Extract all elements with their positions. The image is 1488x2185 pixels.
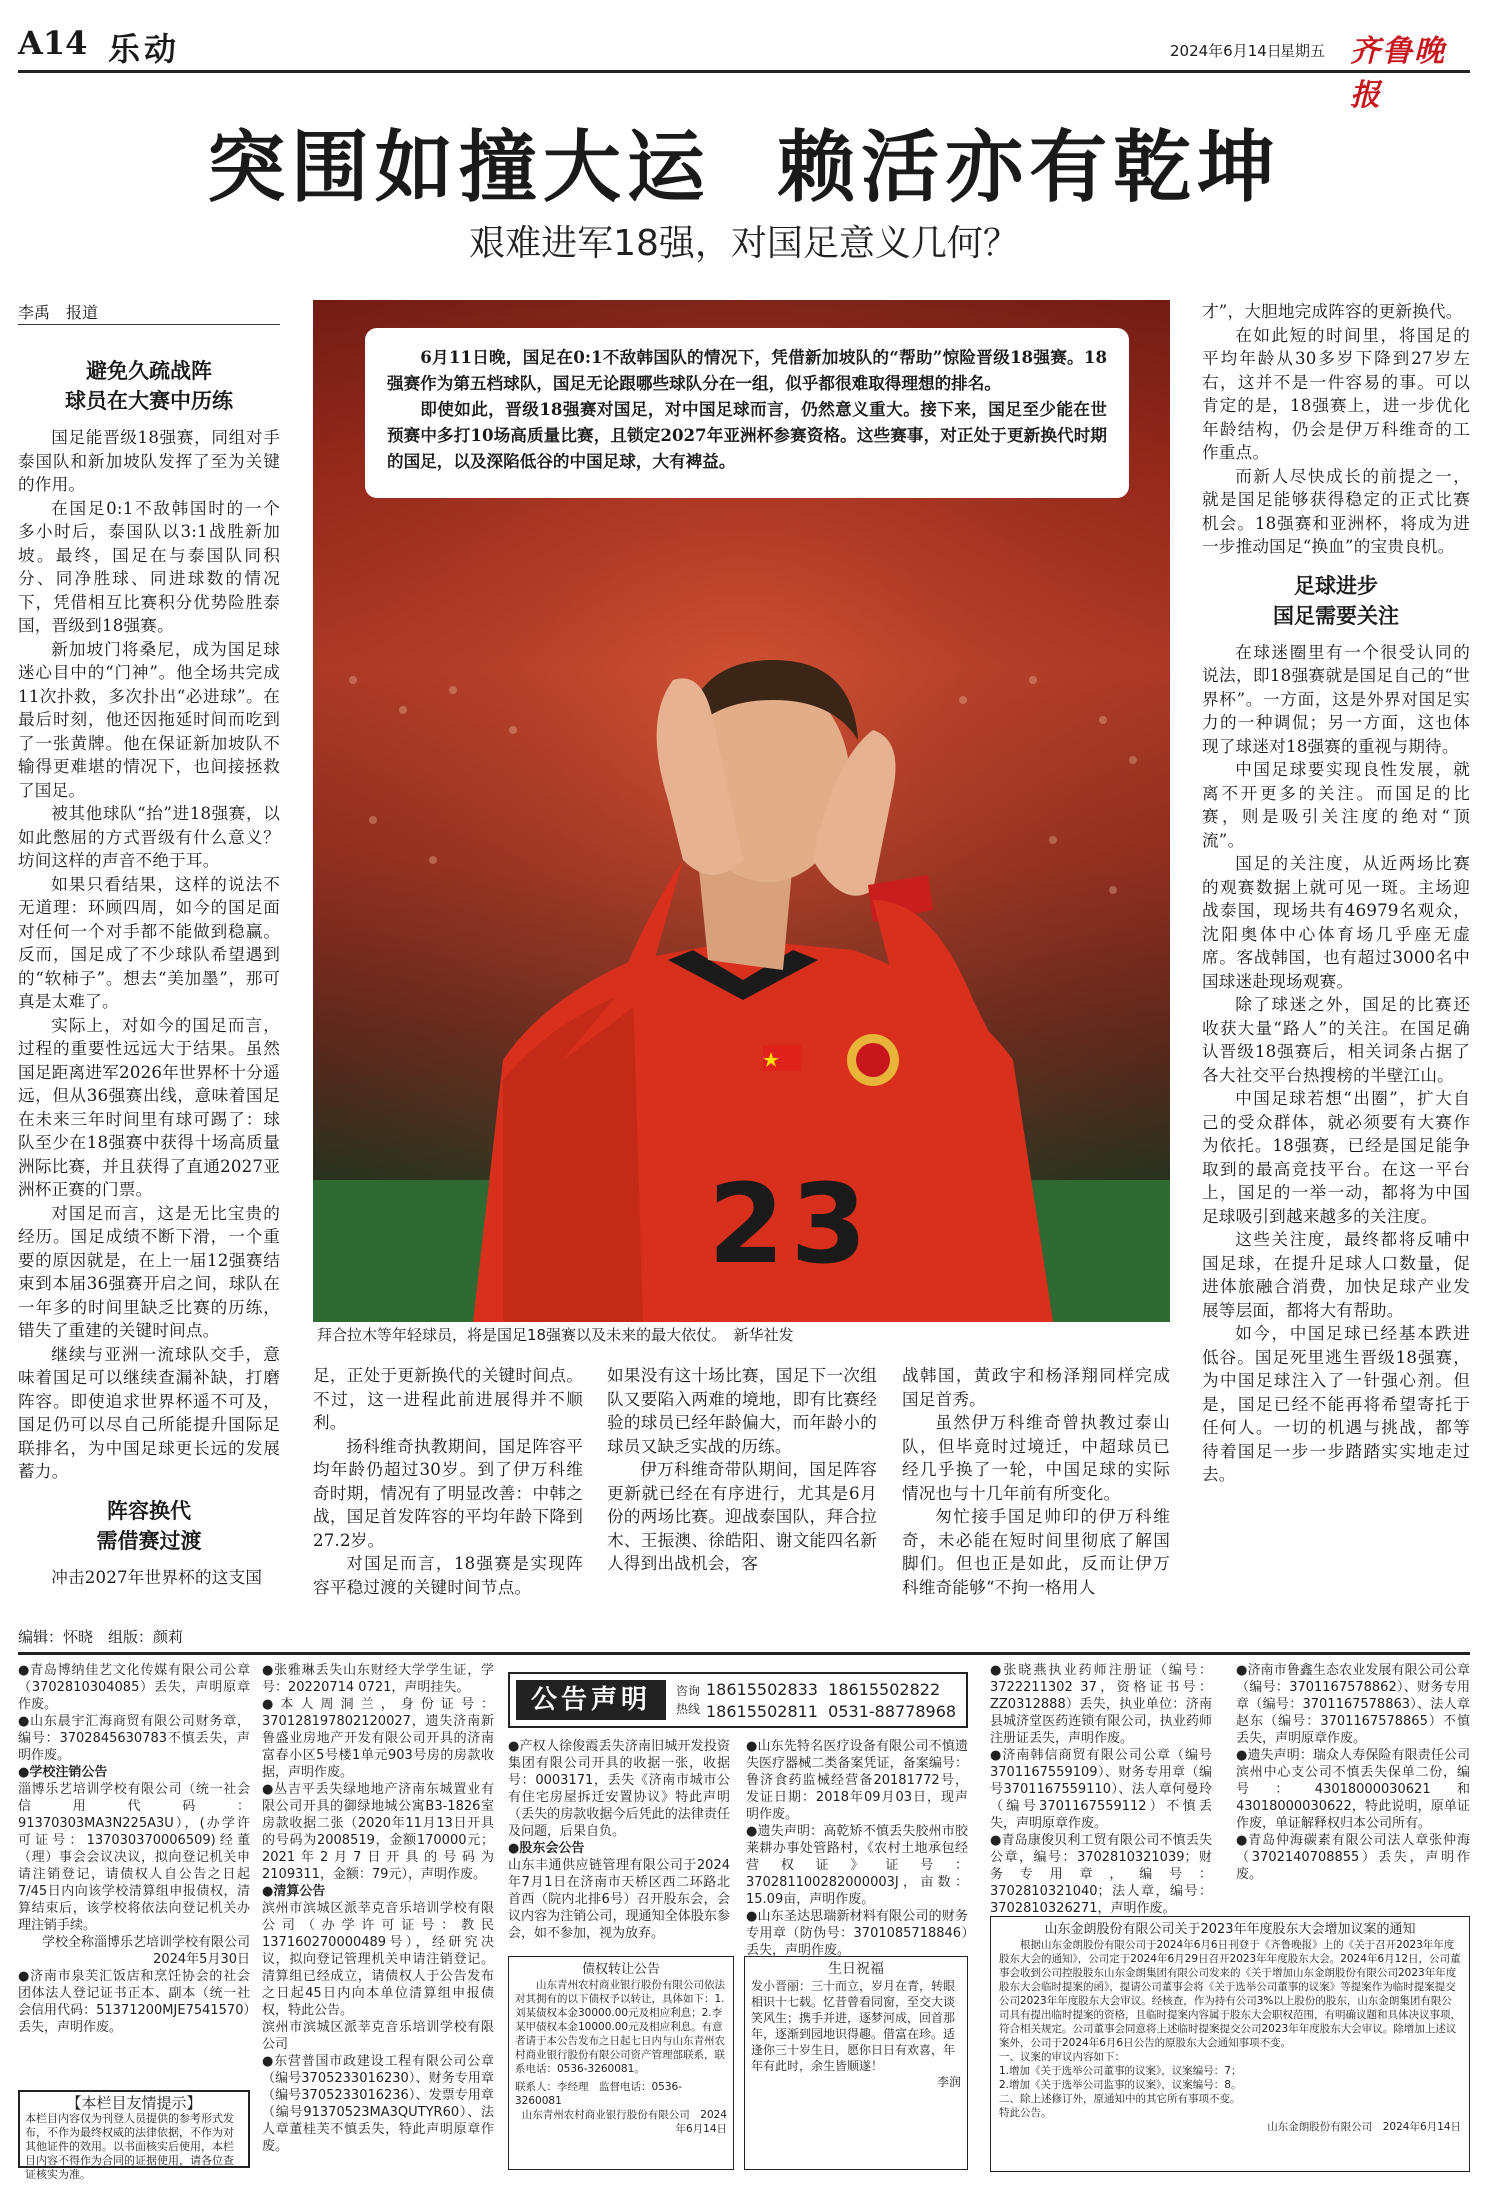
bank-notice-sign: 山东青州农村商业银行股份有限公司 2024年6月14日 <box>521 2109 727 2135</box>
meeting-notice-item: 一、议案的审议内容如下： <box>999 2051 1125 2063</box>
photo-caption: 拜合拉木等年轻球员，将是国足18强赛以及未来的最大依仗。 新华社发 <box>313 1322 1170 1348</box>
hotline-number: 18615502833 18615502822 <box>706 1680 941 1699</box>
meeting-notice-box <box>990 1916 1470 2172</box>
editor-credit: 编辑：怀晓 组版：颜莉 <box>18 1628 184 1646</box>
article-paragraph: 除了球迷之外，国足的比赛还收获大量“路人”的关注。在国足确认晋级18强赛后，相关词条占据了各大社交平台热搜榜的半壁江山。 <box>1202 995 1470 1085</box>
announcement-label: 公告声明 <box>516 1680 666 1720</box>
article-paragraph: 国足能晋级18强赛，同组对手泰国队和新加坡队发挥了至为关键的作用。 <box>18 428 280 494</box>
subheadline: 艰难进军18强，对国足意义几何？ <box>469 223 1019 264</box>
notice-item: ●山东先特名医疗设备有限公司不慎遗失医疗器械二类备案凭证，备案编号：鲁济食药监械经营备20181772号，发证日期：2018年09月03日，现声明作废。 <box>746 1739 968 1822</box>
article-column-4 <box>902 1364 1170 1600</box>
birthday-text: 发小晋丽：三十而立，岁月在青，转眼相识十七载。忆昔曾看同窗，至交大谈笑风生；携手并进，逐梦河成，回首那年，逐渐到园地识得趣。借富在珍。适逢你三十岁生日，愿你日日有欢喜，年年有此时，余生皆顺遂！ <box>751 1979 956 2073</box>
byline: 李禹 报道 <box>18 303 99 322</box>
notice-item: ●产权人徐俊霞丢失济南旧城开发投资集团有限公司开具的收据一张，收据号：0003171，丢失《济南市城市公有住宅房屋拆迁安置协议》特此声明（丢失的房款收据今后凭此的法律责任及问题，后果自负。 <box>508 1739 730 1839</box>
notice-item: ●张晓燕执业药师注册证（编号：3722211302 37，资格证书号：ZZ0312888）丢失，执业单位：济南县城济堂医药连锁有限公司，执业药师注册证丢失，声明作废。 <box>990 1663 1212 1746</box>
page-number: A14 <box>18 24 88 62</box>
article-paragraph: 伊万科维奇带队期间，国足阵容更新就已经在有序进行，尤其是6月份的两场比赛。迎战泰国队，拜合拉木、王振澳、徐皓阳、谢文能四名新人得到出战机会，客 <box>607 1460 877 1573</box>
notice-column-1 <box>18 1662 250 2082</box>
notice-item: ●东营普国市政建设工程有限公司公章（编号3705233016230）、财务专用章（编号3705233016236）、发票专用章（编号91370523MA3QUTYR60）、法人章董桂芙不慎丢失，特此声明原章作废。 <box>262 2054 494 2154</box>
article-paragraph: 继续与亚洲一流球队交手，意味着国足可以继续查漏补缺，打磨阵容。即使追求世界杯遥不可及，国足仍可以尽自己所能提升国际足联排名，为中国足球更长远的发展蓄力。 <box>18 1344 280 1481</box>
meeting-notice-title: 山东金朗股份有限公司关于2023年年度股东大会增加议案的通知 <box>1044 1922 1416 1937</box>
notice-item: ●本人周洞兰，身份证号：370128197802120027，遗失济南新鲁盛业房地产开发有限公司开具的济南富春小区5号楼1单元903号房的房款收据，声明作废。 <box>262 1697 494 1780</box>
article-column-2 <box>313 1364 583 1600</box>
birthday-title: 生日祝福 <box>828 1961 884 1977</box>
notice-item: ●济南韩信商贸有限公司公章（编号3701167559109）、财务专用章（编号3701167559110）、法人章何曼玲（编号3701167559112）不慎丢失，声明原章作废。 <box>990 1748 1212 1831</box>
article-column-1 <box>18 356 280 1596</box>
notice-item: ●济南市鲁鑫生态农业发展有限公司公章（编号：3701167578862）、财务专用章（编号：3701167578863）、法人章赵东（编号：3701167578865）不慎丢失，声明原章作废。 <box>1236 1663 1470 1746</box>
paper-logo: 齐鲁晚报 <box>1350 34 1446 113</box>
birthday-box <box>744 1956 968 2170</box>
meeting-notice-item: 2.增加《关于选举公司监事的议案》，议案编号：8。 <box>999 2079 1242 2091</box>
article-paragraph: 对国足而言，18强赛是实现阵容平稳过渡的关键时间节点。 <box>313 1554 583 1597</box>
section-heading: 避免久疏战阵 球员在大赛中历练 <box>65 359 233 413</box>
byline-rule <box>18 324 280 325</box>
article-paragraph: 战韩国，黄政宇和杨泽翔同样完成国足首秀。 <box>902 1366 1170 1409</box>
issue-date: 2024年6月14日 <box>1170 42 1282 60</box>
notice-item: ●山东晨宇汇海商贸有限公司财务章，编号：3702845630783不慎丢失，声明作废。 <box>18 1714 250 1763</box>
notice-item: 滨州市滨城区派莘克音乐培训学校有限公司（办学许可证号：教民137160270000489号），经研究决议，拟向登记管理机关申请注销登记。清算组已经成立，请债权人于公告发布之日起45日内向本单位清算组申报债权，特此公告。 <box>262 1901 494 2018</box>
bank-notice-contact: 联系人：李经理 监督电话：0536-3260081 <box>515 2081 683 2107</box>
article-paragraph: 新加坡门将桑尼，成为国足球迷心目中的“门神”。他全场共完成11次扑救，多次扑出“必进球”。在最后时刻，他还因拖延时间而吃到了一张黄牌。他在保证新加坡队不输得更难堪的情况下，也间接拯救了国足。 <box>18 639 280 800</box>
intro-paragraph: 即使如此，晋级18强赛对国足，对中国足球而言，仍然意义重大。接下来，国足至少能在世预赛中多打10场高质量比赛，且锁定2027年亚洲杯参赛资格。这些赛事，对正处于更新换代时期的国足，以及深陷低谷的中国足球，大有裨益。 <box>387 399 1107 471</box>
meeting-notice-sign: 山东金朗股份有限公司 2024年6月14日 <box>1267 2121 1461 2133</box>
bank-notice-title: 债权转让公告 <box>581 1962 660 1977</box>
bank-notice-text: 山东青州农村商业银行股份有限公司依法对其拥有的以下债权予以转让，具体如下：1.刘某债权本金30000.00元及相应利息；2.李某甲债权本金10000.00元及相应利息。有意者请于本公告发布之日起七日内与山东青州农村商业银行股份有限公司资产管理部联系，联系电话：0536-3260081。 <box>515 1979 725 2075</box>
article-paragraph: 在国足0:1不敌韩国时的一个多小时后，泰国队以3:1战胜新加坡。最终，国足在与泰国队同积分、同净胜球、同进球数的情况下，凭借相互比赛积分优势险胜泰国，晋级到18强赛。 <box>18 498 280 635</box>
notice-item: ●青岛仲海碳素有限公司法人章张仲海（3702140708855）丢失，声明作废。 <box>1236 1833 1470 1882</box>
notice-column-6 <box>1236 1662 1470 1912</box>
article-paragraph: 实际上，对如今的国足而言，过程的重要性远远大于结果。虽然国足距离进军2026年世界杯十分遥远，但从36强赛出线，意味着国足在未来三年时间里有球可踢了：球队至少在18强赛中获得十场高质量洲际比赛，并且获得了直通2027亚洲杯正赛的门票。 <box>18 1015 280 1199</box>
notice-title: ●清算公告 <box>262 1884 326 1899</box>
weekday: 星期五 <box>1280 42 1326 60</box>
article-paragraph: 在如此短的时间里，将国足的平均年龄从30多岁下降到27岁左右，这并不是一件容易的事。可以肯定的是，18强赛上，进一步优化年龄结构，仍会是伊万科维奇的工作重点。 <box>1202 325 1470 462</box>
article-paragraph: 中国足球若想“出圈”，扩大自己的受众群体，就必须要有大赛作为依托。18强赛，已经是国足能争取到的最高竞技平台。在这一平台上，国足的一举一动，都将为中国足球吸引到越来越多的关注度。 <box>1202 1089 1470 1226</box>
notice-item: ●遗失声明：高乾矫不慎丢失胶州市胶莱耕办事处管路村，《农村土地承包经营权证》证号：370281100282000003J，亩数：15.09亩，声明作废。 <box>746 1824 968 1907</box>
notice-item: 学校全称淄博乐艺培训学校有限公司 <box>41 1935 250 1950</box>
intro-paragraph: 6月11日晚，国足在0:1不敌韩国队的情况下，凭借新加坡队的“帮助”惊险晋级18强赛。18强赛作为第五档球队，国足无论跟哪些球队分在一组，似乎都很难取得理想的排名。 <box>387 347 1107 393</box>
hotline-number: 18615502811 0531-88778968 <box>706 1702 957 1721</box>
friendly-tip-text: 本栏目内容仅为刊登人员提供的参考形式发布，不作为最终权威的法律依据，不作为对其他证件的效用。以书面核实后使用，本栏目内容不得作为合同的证据使用，请各位查证核实为准。 <box>25 2112 234 2181</box>
notice-item: ●青岛博纳佳艺文化传媒有限公司公章（3702810304085）丢失，声明原章作废。 <box>18 1663 250 1712</box>
meeting-notice-item: 二、除上述修订外，原通知中的其它所有事项不变。 <box>999 2093 1241 2105</box>
article-paragraph: 中国足球要实现良性发展，就离不开更多的关注。而国足的比赛，则是吸引关注度的绝对“顶流”。 <box>1202 760 1470 850</box>
notice-item: ●丛吉平丢失绿地地产济南东城置业有限公司开具的御绿地城公寓B3-1826室房款收据二张（2020年11月13日开具的号码为2008519，金额170000元；2021年2月7日开具的号码为2109311，金额：79元），声明作废。 <box>262 1782 494 1882</box>
article-paragraph: 冲击2027年世界杯的这支国 <box>51 1567 263 1587</box>
hotline-label: 咨询热线 <box>676 1684 701 1716</box>
meeting-notice-item: 1.增加《关于选举公司董事的议案》，议案编号：7； <box>999 2065 1242 2077</box>
article-paragraph: 匆忙接手国足帅印的伊万科维奇，未必能在短时间里彻底了解国脚们。但也正是如此，反而让伊万科维奇能够“不拘一格用人 <box>902 1507 1170 1597</box>
section-heading: 阵容换代 需借赛过渡 <box>96 1498 202 1553</box>
notice-column-5 <box>990 1662 1212 1916</box>
bank-notice-box <box>508 1956 734 2170</box>
article-column-5 <box>1202 300 1470 1600</box>
editor-rule <box>18 1652 1470 1655</box>
article-paragraph: 如果只看结果，这样的说法不无道理：环顾四周，如今的国足面对任何一个对手都不能做到稳赢。反而，国足成了不少球队希望遇到的“软柿子”。想去“美加墨”，那可真是太难了。 <box>18 874 280 1011</box>
birthday-sign: 李润 <box>936 2075 961 2089</box>
article-paragraph: 在球迷圈里有一个很受认同的说法，即18强赛就是国足自己的“世界杯”。一方面，这是外界对国足实力的一种调侃；另一方面，这也体现了球迷对18强赛的重视与期待。 <box>1202 642 1470 756</box>
article-paragraph: 这些关注度，最终都将反哺中国足球，在提升足球人口数量，促进体旅融合消费，加快足球产业发展等层面，都将大有帮助。 <box>1202 1230 1470 1320</box>
notice-item: 山东丰通供应链管理有限公司于2024年7月1日在济南市天桥区西二环路北首西（院内北排6号）召开股东会，会议内容为注销公司，现通知全体股东参会，如不参加，视为放弃。 <box>508 1858 730 1941</box>
article-column-3 <box>607 1364 877 1600</box>
notice-item: ●济南市泉芙汇饭店和烹饪协会的社会团体法人登记证书正本、副本（统一社会信用代码：51371200MJE7541570）丢失，声明作废。 <box>18 1969 250 2035</box>
masthead-rule <box>18 70 1470 73</box>
notice-title: ●学校注销公告 <box>18 1765 108 1780</box>
notice-column-2 <box>262 1662 494 2172</box>
notice-column-4 <box>746 1738 968 1958</box>
notice-date: 2024年5月30日 <box>153 1952 250 1967</box>
section-name: 乐动 <box>108 30 181 68</box>
intro-box <box>365 328 1129 498</box>
notice-item: 淄博乐艺培训学校有限公司（统一社会信用代码：91370303MA3N225A3U），(办学许可证号：137030370006509)经董（理）事会会议决议，拟向登记机关申请注销登记，请债权人自公告之日起7/45日内向该学校清算组申报债权，清算结束后，该学校将依法向登记机关办理注销手续。 <box>18 1782 250 1933</box>
masthead <box>18 18 1470 113</box>
notice-item: ●青岛康俊贝利工贸有限公司不慎丢失公章，编号：3702810321039；财务专用章，编号：3702810321040；法人章，编号：3702810326271，声明作废。 <box>990 1833 1212 1916</box>
jersey-number: 23 <box>708 1160 874 1288</box>
article-paragraph: 被其他球队“抬”进18强赛，以如此憋屈的方式晋级有什么意义？坊间这样的声音不绝于耳。 <box>18 804 280 870</box>
notice-item: ●山东圣达思瑞新材料有限公司的财务专用章（防伪号：3701085718846）丢失，声明作废。 <box>746 1909 968 1958</box>
article-paragraph: 对国足而言，这是无比宝贵的经历。国足成绩不断下滑，一个重要的原因就是，在上一届12强赛结束到本届36强赛开启之间，球队在一年多的时间里缺乏比赛的历练，错失了重建的关键时间点。 <box>18 1203 280 1340</box>
article-paragraph: 如今，中国足球已经基本跌进低谷。国足死里逃生晋级18强赛，为中国足球注入了一针强心剂。但是，国足已经不能再将希望寄托于任何人。一切的机遇与挑战，都等待着国足一步一步踏踏实实地走过去。 <box>1202 1324 1470 1484</box>
meeting-notice-text: 根据山东金朗股份有限公司于2024年6月6日刊登于《齐鲁晚报》上的《关于召开2023年年度股东大会的通知》，公司定于2024年6月29日召开2023年年度股东大会。2024年6月12日，公司董事会收到公司控股股东山东金朗集团有限公司发来的《关于增加山东金朗股份有限公司2023年年度股东大会临时提案的函》，提请公司董事会将《关于选举公司董事的议案》等提案作为临时提案提交公司2023年年度股东大会审议。经核查，作为持有公司3%以上股份的股东，山东金朗集团有限公司具有提出临时提案的资格，且临时提案内容属于股东大会职权范围，有明确议题和具体决议事项，符合相关规定。公司董事会同意将上述临时提案提交公司2023年年度股东大会审议。除增加上述议案外，公司于2024年6月6日公告的原股东大会通知事项不变。 <box>999 1939 1461 2049</box>
section-heading: 足球进步 国足需要关注 <box>1273 573 1399 628</box>
announcement-banner <box>508 1672 968 1728</box>
article-paragraph: 足，正处于更新换代的关键时间点。不过，这一进程此前进展得并不顺利。 <box>313 1366 583 1432</box>
friendly-tip-title: 【本栏目友情提示】 <box>66 2094 202 2112</box>
article-paragraph: 如果没有这十场比赛，国足下一次组队又要陷入两难的境地，即有比赛经验的球员已经年龄偏大，而年龄小的球员又缺乏实战的历练。 <box>607 1366 877 1456</box>
article-paragraph: 才”，大胆地完成阵容的更新换代。 <box>1202 302 1463 321</box>
article-paragraph: 虽然伊万科维奇曾执教过泰山队，但毕竟时过境迁，中超球员已经几乎换了一轮，中国足球的实际情况也与十几年前有所变化。 <box>902 1413 1170 1503</box>
friendly-tip-box <box>18 2090 250 2181</box>
article-paragraph: 而新人尽快成长的前提之一，就是国足能够获得稳定的正式比赛机会。18强赛和亚洲杯，将成为进一步推动国足“换血”的宝贵良机。 <box>1202 466 1470 556</box>
article-paragraph: 国足的关注度，从近两场比赛的观赛数据上就可见一斑。主场迎战泰国，现场共有46979名观众，沈阳奥体中心体育场几乎座无虚席。客战韩国，也有超过3000名中国球迷赴现场观赛。 <box>1202 854 1470 991</box>
article-paragraph: 扬科维奇执教期间，国足阵容平均年龄仍超过30岁。到了伊万科维奇时期，情况有了明显改善：中韩之战，国足首发阵容的平均年龄下降到27.2岁。 <box>313 1436 583 1550</box>
headline: 突围如撞大运 赖活亦有乾坤 <box>206 122 1282 213</box>
player-photo <box>313 300 1170 1322</box>
notice-item: ●遗失声明：瑞众人寿保险有限责任公司滨州中心支公司不慎丢失保单二份，编号：43018000030621和43018000030622，特此说明，原单证作废，单证解释权归本公司所有。 <box>1236 1748 1470 1831</box>
meeting-notice-item: 特此公告。 <box>999 2107 1052 2119</box>
notice-title: ●股东会公告 <box>508 1841 585 1856</box>
notice-item: 滨州市滨城区派莘克音乐培训学校有限公司 <box>262 2020 494 2052</box>
notice-item: ●张雅琳丢失山东财经大学学生证，学号：20220714 0721，声明挂失。 <box>262 1663 494 1695</box>
notice-column-3 <box>508 1738 730 1948</box>
